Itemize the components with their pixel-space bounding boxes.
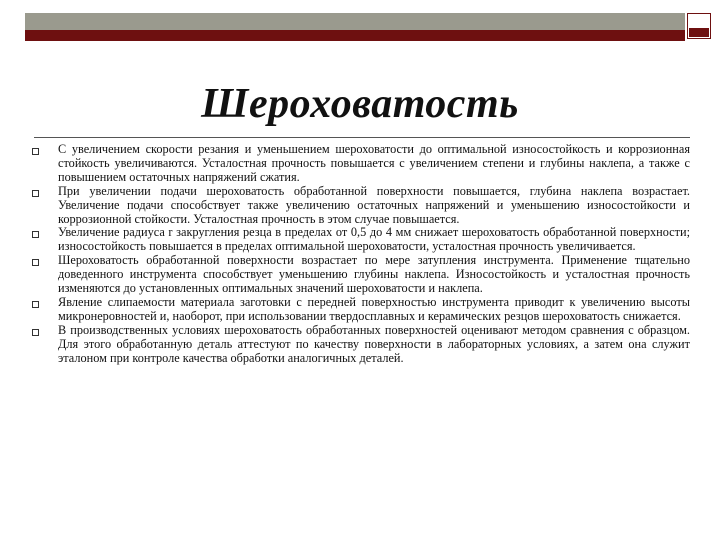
- corner-decoration: [687, 13, 711, 39]
- square-bullet-icon: [32, 190, 39, 197]
- square-bullet-icon: [32, 259, 39, 266]
- bullet-item-adhesion: [24, 296, 690, 324]
- square-bullet-icon: [32, 301, 39, 308]
- title-divider: [34, 137, 690, 138]
- bullet-text: Увеличение радиуса r закругления резца в пределах от 0,5 до 4 мм снижает шероховатость обработанной поверхности; износостойкость повышается в пределах оптимальной шероховатости, усталостная прочность увеличивается.: [58, 225, 690, 254]
- bullet-text: Явление слипаемости материала заготовки с передней поверхностью инструмента приводит к увеличению высоты микронеровностей и, наоборот, при использовании твердосплавных и керамических резцов шероховатость снижается.: [58, 294, 690, 323]
- bullet-text: В производственных условиях шероховатость обработанных поверхностей оценивают методом сравнения с образцом. Для этого обработанную деталь аттестуют по качеству поверхности в лабораторных условиях, а затем она служит эталоном при контроле качества обработки аналогичных деталей.: [58, 322, 690, 365]
- bullet-text: При увеличении подачи шероховатость обработанной поверхности повышается, глубина наклепа возрастает. Увеличение подачи способствует также увеличению остаточных напряжений и уменьшению износостойкости и коррозионной стойкости. Усталостная прочность в этом случае повышается.: [58, 183, 690, 226]
- header-bar-red: [25, 30, 685, 41]
- header-bar-gray: [25, 13, 685, 30]
- bullet-item-wear: [24, 254, 690, 296]
- slide-title: Шероховатость: [201, 81, 519, 127]
- square-bullet-icon: [32, 148, 39, 155]
- bullet-text: Шероховатость обработанной поверхности возрастает по мере затупления инструмента. Применение тщательно доведенного инструмента способствует уменьшению глубины наклепа. Износостойкость и усталостная прочность изменяются до установленных оптимальных значений шероховатости и наклепа.: [58, 253, 690, 296]
- bullet-list: [24, 143, 690, 366]
- bullet-item-feed: [24, 185, 690, 227]
- bullet-item-radius: [24, 226, 690, 254]
- bullet-item-speed: [24, 143, 690, 185]
- square-bullet-icon: [32, 231, 39, 238]
- square-bullet-icon: [32, 329, 39, 336]
- bullet-item-inspection: [24, 324, 690, 366]
- bullet-text: С увеличением скорости резания и уменьшением шероховатости до оптимальной износостойкость и коррозионная стойкость увеличиваются. Усталостная прочность повышается с увеличением степени и глубины наклепа, а также с повышением остаточных напряжений сжатия.: [58, 142, 690, 184]
